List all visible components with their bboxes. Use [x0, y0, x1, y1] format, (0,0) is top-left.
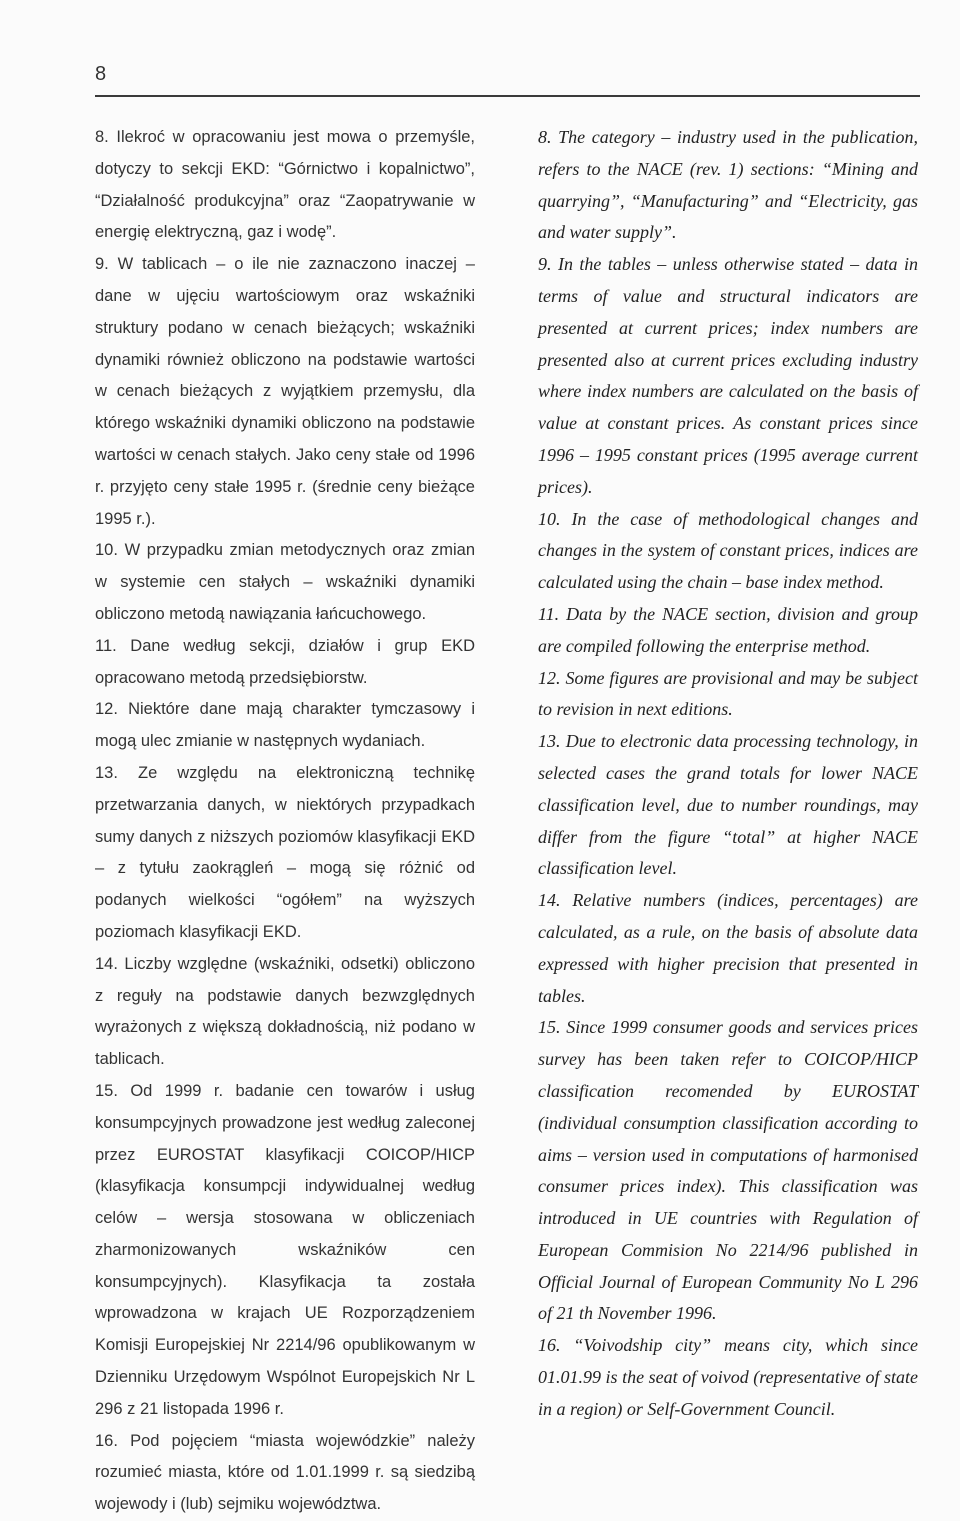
pl-note-16: 16. Pod pojęciem “miasta wojewódzkie” należy rozumieć miasta, które od 1.01.1999 r. są siedzibą wojewody i (lub) sejmiku województwa. — [95, 1431, 475, 1514]
en-note-14: 14. Relative numbers (indices, percentages) are calculated, as a rule, on the basis of absolute data expressed with higher precision that presented in tables. — [538, 890, 918, 1006]
polish-column — [95, 122, 475, 1521]
pl-note-11: 11. Dane według sekcji, działów i grup EKD opracowano metodą przedsiębiorstw. — [95, 636, 475, 687]
en-note-15: 15. Since 1999 consumer goods and services prices survey has been taken refer to COICOP/HICP classification recomended by EUROSTAT (individual consumption classification according to aims – version used in computations of harmonised consumer prices index). This classification was introduced in UE countries with Regulation of European Commision No 2214/96 published in Official Journal of European Community No L 296 of 21 th November 1996. — [538, 1017, 918, 1324]
header-rule — [95, 95, 920, 97]
pl-note-14: 14. Liczby względne (wskaźniki, odsetki) obliczono z reguły na podstawie danych bezwzględnych wyrażonych z większą dokładnością, niż podano w tablicach. — [95, 954, 475, 1069]
english-column — [538, 122, 918, 1426]
en-note-12: 12. Some figures are provisional and may be subject to revision in next editions. — [538, 667, 918, 720]
page-number: 8 — [95, 63, 107, 85]
pl-note-15: 15. Od 1999 r. badanie cen towarów i usług konsumpcyjnych prowadzone jest według zaleconej przez EUROSTAT klasyfikacji COICOP/HICP (klasyfikacja konsumpcji indywidualnej według celów – wersja stosowana w obliczeniach zharmonizowanych wskaźników cen konsumpcyjnych). Klasyfikacja ta została wprowadzona w krajach UE Rozporządzeniem Komisji Europejskiej Nr 2214/96 opublikowanym w Dzienniku Urzędowym Wspólnot Europejskich Nr L 296 z 21 listopada 1996 r. — [95, 1081, 475, 1418]
pl-note-9: 9. W tablicach – o ile nie zaznaczono inaczej – dane w ujęciu wartościowym oraz wskaźniki struktury podano w cenach bieżących; wskaźniki dynamiki również obliczono na podstawie wartości w cenach bieżących z wyjątkiem przemysłu, dla którego wskaźniki dynamiki obliczono na podstawie wartości w cenach stałych. Jako ceny stałe od 1996 r. przyjęto ceny stałe 1995 r. (średnie ceny bieżące 1995 r.). — [95, 255, 475, 528]
pl-note-8: 8. Ilekroć w opracowaniu jest mowa o przemyśle, dotyczy to sekcji EKD: “Górnictwo i kopalnictwo”, “Działalność produkcyjna” oraz “Zaopatrywanie w energię elektryczną, gaz i wodę”. — [95, 128, 475, 242]
en-note-8: 8. The category – industry used in the publication, refers to the NACE (rev. 1) sections: “Mining and quarrying”, “Manufacturing” and “Electricity, gas and water supply”. — [538, 127, 918, 243]
pl-note-12: 12. Niektóre dane mają charakter tymczasowy i mogą ulec zmianie w następnych wydaniach. — [95, 700, 475, 751]
en-note-11: 11. Data by the NACE section, division and group are compiled following the enterprise method. — [538, 603, 918, 656]
pl-note-13: 13. Ze względu na elektroniczną technikę przetwarzania danych, w niektórych przypadkach sumy danych z niższych poziomów klasyfikacji EKD – z tytułu zaokrągleń – mogą się różnić od podanych wielkości “ogółem” na wyższych poziomach klasyfikacji EKD. — [95, 763, 475, 941]
en-note-9: 9. In the tables – unless otherwise stated – data in terms of value and structural indicators are presented at current prices; index numbers are presented also at current prices excluding industry where index numbers are calculated on the basis of value at constant prices. As constant prices since 1996 – 1995 constant prices (1995 average current prices). — [538, 254, 918, 497]
en-note-10: 10. In the case of methodological changes and changes in the system of constant prices, indices are calculated using the chain – base index method. — [538, 508, 918, 593]
en-note-13: 13. Due to electronic data processing technology, in selected cases the grand totals for lower NACE classification level, due to number roundings, may differ from the figure “total” at higher NACE classification level. — [538, 731, 918, 879]
pl-note-10: 10. W przypadku zmian metodycznych oraz zmian w systemie cen stałych – wskaźniki dynamiki obliczono metodą nawiązania łańcuchowego. — [95, 541, 475, 623]
en-note-16: 16. “Voivodship city” means city, which since 01.01.99 is the seat of voivod (representative of state in a region) or Self-Government Council. — [538, 1335, 918, 1419]
